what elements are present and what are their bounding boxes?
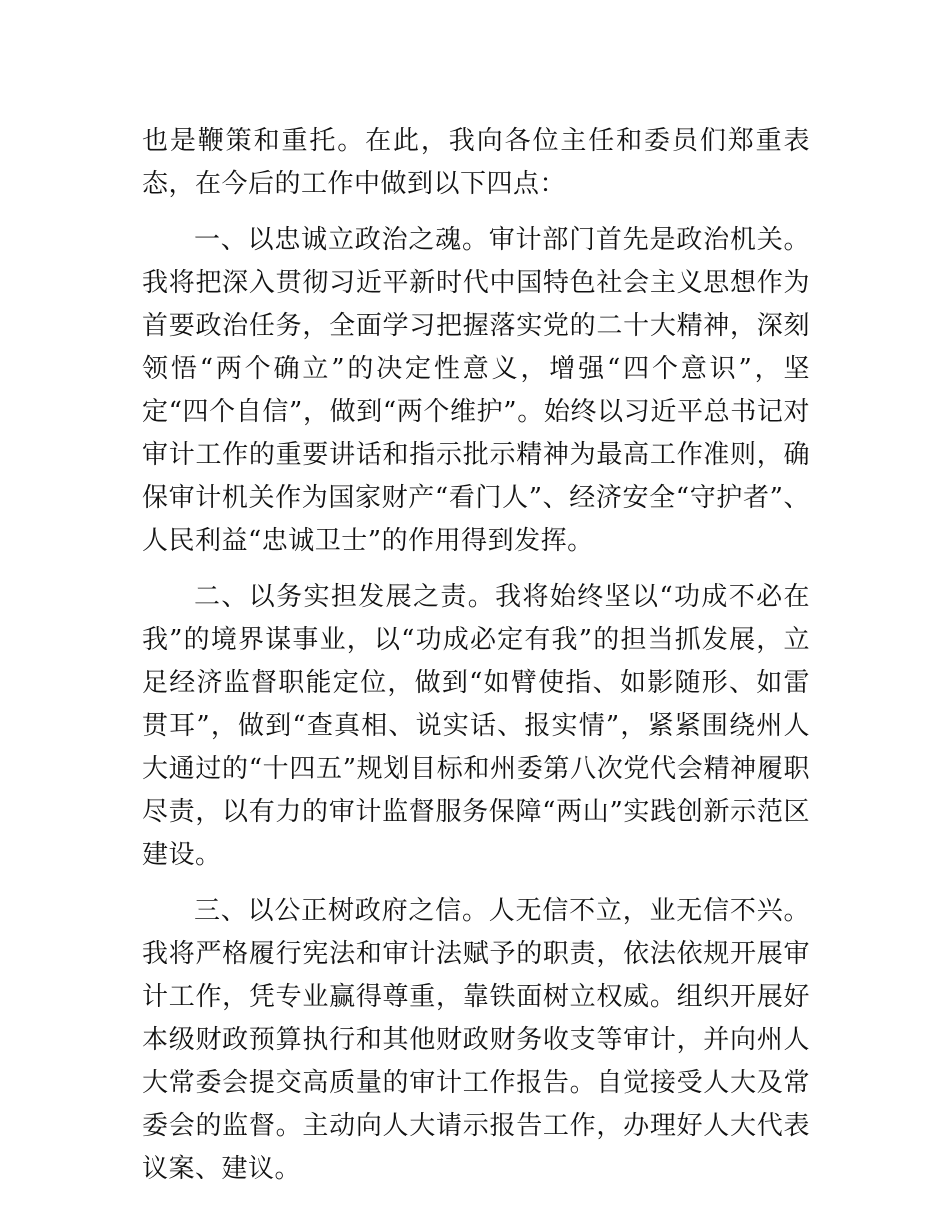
document-body [142,120,810,1191]
paragraph-point-three: 三、以公正树政府之信。人无信不立，业无信不兴。我将严格履行宪法和审计法赋予的职责，依法依规开展审计工作，凭专业赢得尊重，靠铁面树立权威。组织开展好本级财政预算执行和其他财政财务收支等审计，并向州人大常委会提交高质量的审计工作报告。自觉接受人大及常委会的监督。主动向人大请示报告工作，办理好人大代表议案、建议。 [142,896,810,1184]
paragraph-point-two: 二、以务实担发展之责。我将始终坚以“功成不必在我”的境界谋事业，以“功成必定有我”的担当抓发展，立足经济监督职能定位，做到“如臂使指、如影随形、如雷贯耳”，做到“查真相、说实话、报实情”，紧紧围绕州人大通过的“十四五”规划目标和州委第八次党代会精神履职尽责，以有力的审计监督服务保障“两山”实践创新示范区建设。 [142,582,810,870]
paragraph-point-one: 一、以忠诚立政治之魂。审计部门首先是政治机关。我将把深入贯彻习近平新时代中国特色社会主义思想作为首要政治任务，全面学习把握落实党的二十大精神，深刻领悟“两个确立”的决定性意义，增强“四个意识”，坚定“四个自信”，做到“两个维护”。始终以习近平总书记对审计工作的重要讲话和指示批示精神为最高工作准则，确保审计机关作为国家财产“看门人”、经济安全“守护者”、人民利益“忠诚卫士”的作用得到发挥。 [142,225,810,556]
paragraph-opening: 也是鞭策和重托。在此，我向各位主任和委员们郑重表态，在今后的工作中做到以下四点： [142,126,810,199]
